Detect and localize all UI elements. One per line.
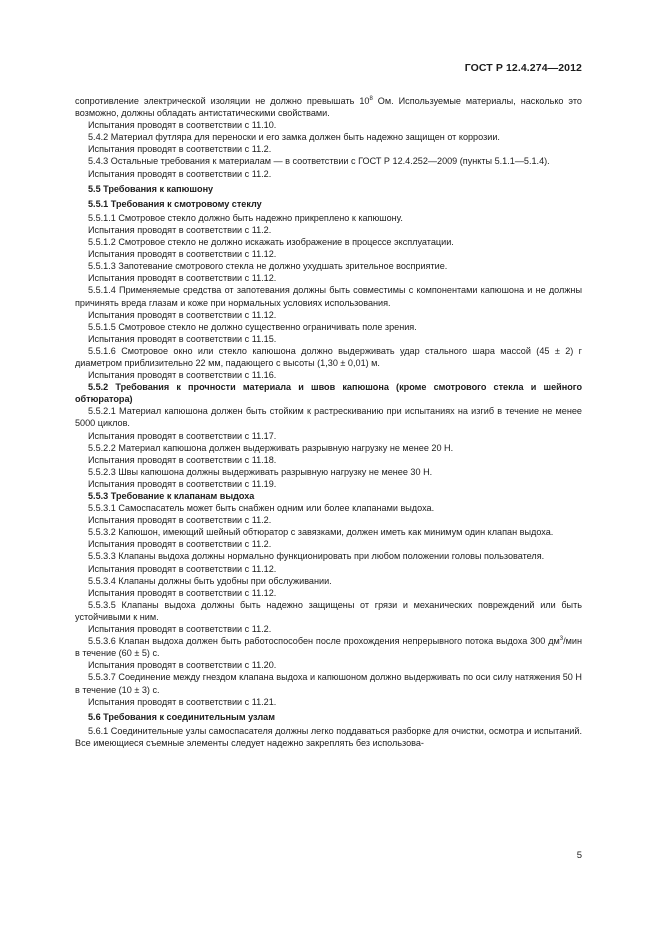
paragraph-text: 5.5.1.5 Смотровое стекло не должно существенно ограничивать поле зрения. [88, 321, 417, 332]
paragraph-text: 5.5.1.1 Смотровое стекло должно быть надежно прикреплено к капюшону. [88, 212, 403, 223]
section-heading [75, 198, 582, 210]
paragraph [75, 550, 582, 562]
paragraph [75, 155, 582, 167]
paragraph [75, 345, 582, 369]
paragraph-text: Испытания проводят в соответствии с 11.10. [88, 120, 277, 131]
paragraph [75, 95, 582, 119]
paragraph-text: Испытания проводят в соответствии с 11.16. [88, 370, 277, 381]
paragraph-text: 5.5.3.5 Клапаны выдоха должны быть надежно защищены от грязи и механических повреждений или быть устойчивыми к ним. [75, 599, 582, 622]
paragraph-text: 5.5.3.3 Клапаны выдоха должны нормально функционировать при любом положении головы пользователя. [88, 551, 545, 562]
paragraph-text: 5.6.1 Соединительные узлы самоспасателя должны легко поддаваться разборке для очистки, осмотра и испытаний. Все имеющиеся съемные элементы следует надежно закреплять без использова- [75, 725, 582, 748]
paragraph [75, 369, 582, 381]
paragraph-text: 5.5.3.1 Самоспасатель может быть снабжен одним или более клапанами выдоха. [88, 503, 435, 514]
paragraph [75, 696, 582, 708]
paragraph [75, 236, 582, 248]
paragraph-text: 5.5.2.1 Материал капюшона должен быть стойким к растрескиванию при испытаниях на изгиб в течение не менее 5000 циклов. [75, 406, 582, 429]
paragraph-text: Испытания проводят в соответствии с 11.2. [88, 515, 272, 526]
paragraph-text: Испытания проводят в соответствии с 11.12. [88, 587, 277, 598]
paragraph-text: Испытания проводят в соответствии с 11.2. [88, 539, 272, 550]
paragraph-text: Испытания проводят в соответствии с 11.12. [88, 249, 277, 260]
document-body [75, 95, 582, 749]
paragraph [75, 454, 582, 466]
paragraph-text: 5.5.3.2 Капюшон, имеющий шейный обтюратор с завязками, должен иметь как минимум один клапан выдоха. [88, 527, 554, 538]
paragraph-text: Испытания проводят в соответствии с 11.19. [88, 478, 277, 489]
paragraph [75, 168, 582, 180]
paragraph [75, 478, 582, 490]
section-heading [75, 711, 582, 723]
paragraph [75, 333, 582, 345]
paragraph [75, 212, 582, 224]
paragraph [75, 248, 582, 260]
paragraph [75, 671, 582, 695]
paragraph [75, 623, 582, 635]
paragraph-text: 5.5.1.6 Смотровое окно или стекло капюшона должно выдерживать удар стального шара массой (45 ± 2) г диаметром приблизительно 22 мм, падающего с высоты (1,30 ± 0,01) м. [75, 345, 582, 368]
paragraph-text: Испытания проводят в соответствии с 11.2. [88, 224, 272, 235]
paragraph [75, 119, 582, 131]
paragraph-text: Испытания проводят в соответствии с 11.18. [88, 454, 277, 465]
paragraph [75, 599, 582, 623]
paragraph-text: 5.5.2.2 Материал капюшона должен выдерживать разрывную нагрузку не менее 20 Н. [88, 442, 454, 453]
paragraph [75, 143, 582, 155]
paragraph-text: Испытания проводят в соответствии с 11.17. [88, 430, 277, 441]
paragraph [75, 526, 582, 538]
paragraph [75, 635, 582, 659]
subsection-heading [75, 490, 582, 502]
paragraph-text: 5.5.1.3 Запотевание смотрового стекла не должно ухудшать зрительное восприятие. [88, 261, 448, 272]
paragraph [75, 442, 582, 454]
paragraph-text: 5.5.1.2 Смотровое стекло не должно искажать изображение в процессе эксплуатации. [88, 237, 454, 248]
paragraph [75, 502, 582, 514]
paragraph-text: сопротивление электрической изоляции не должно превышать 10 [75, 96, 370, 106]
paragraph-text: 5.5.3.4 Клапаны должны быть удобны при обслуживании. [88, 575, 332, 586]
paragraph-text: 5.5.3.6 Клапан выдоха должен быть работоспособен после прохождения непрерывного потока выдоха 300 дм [88, 636, 560, 647]
paragraph-text: 5.5.2 Требования к прочности материала и швов капюшона (кроме смотрового стекла и шейного обтюратора) [75, 382, 582, 405]
paragraph-text: 5.4.2 Материал футляра для переноски и его замка должен быть надежно защищен от коррозии. [88, 132, 500, 143]
paragraph-text: Ом. Используемые материалы, насколько это возможно, должны обладать антистатическими свойствами. [75, 96, 582, 119]
paragraph-text: 5.5.3.7 Соединение между гнездом клапана выдоха и капюшоном должно выдерживать по оси силу натяжения 50 Н в течение (10 ± 3) с. [75, 672, 582, 695]
section-heading [75, 183, 582, 195]
paragraph [75, 466, 582, 478]
superscript: 3 [559, 636, 564, 643]
paragraph [75, 224, 582, 236]
subsection-heading [75, 381, 582, 405]
paragraph [75, 538, 582, 550]
paragraph [75, 284, 582, 308]
paragraph-text: 5.5 Требования к капюшону [88, 183, 214, 194]
paragraph-text: 5.4.3 Остальные требования к материалам — в соответствии с ГОСТ Р 12.4.252—2009 (пункты 5.1.1—5.1.4). [88, 156, 550, 167]
paragraph [75, 659, 582, 671]
paragraph [75, 430, 582, 442]
paragraph-text: 5.5.1.4 Применяемые средства от запотевания должны быть совместимы с компонентами капюшона и не должны причинять вреда глазам и коже при нормальных условиях использования. [75, 285, 582, 308]
paragraph [75, 587, 582, 599]
paragraph-text: 5.5.2.3 Швы капюшона должны выдерживать разрывную нагрузку не менее 30 Н. [88, 466, 433, 477]
paragraph-text: Испытания проводят в соответствии с 11.21. [88, 696, 277, 707]
paragraph-text: 5.6 Требования к соединительным узлам [88, 711, 275, 722]
paragraph [75, 131, 582, 143]
paragraph-text: Испытания проводят в соответствии с 11.2. [88, 144, 272, 155]
paragraph-text: /мин в течение (60 ± 5) с. [75, 636, 582, 659]
page-number: 5 [576, 850, 582, 861]
paragraph [75, 405, 582, 429]
superscript: 8 [369, 95, 373, 102]
paragraph-text: Испытания проводят в соответствии с 11.12. [88, 563, 277, 574]
paragraph [75, 260, 582, 272]
paragraph [75, 321, 582, 333]
paragraph [75, 575, 582, 587]
paragraph [75, 514, 582, 526]
paragraph [75, 309, 582, 321]
paragraph-text: Испытания проводят в соответствии с 11.2. [88, 624, 272, 635]
paragraph-text: 5.5.1 Требования к смотровому стеклу [88, 198, 262, 209]
paragraph-text: Испытания проводят в соответствии с 11.15. [88, 333, 277, 344]
paragraph-text: Испытания проводят в соответствии с 11.20. [88, 660, 277, 671]
standard-header: ГОСТ Р 12.4.274—2012 [464, 62, 582, 74]
paragraph-text: 5.5.3 Требование к клапанам выдоха [88, 491, 255, 501]
paragraph-text: Испытания проводят в соответствии с 11.2. [88, 168, 272, 179]
paragraph [75, 725, 582, 749]
paragraph-text: Испытания проводят в соответствии с 11.12. [88, 309, 277, 320]
paragraph-text: Испытания проводят в соответствии с 11.12. [88, 273, 277, 284]
paragraph [75, 272, 582, 284]
paragraph [75, 563, 582, 575]
